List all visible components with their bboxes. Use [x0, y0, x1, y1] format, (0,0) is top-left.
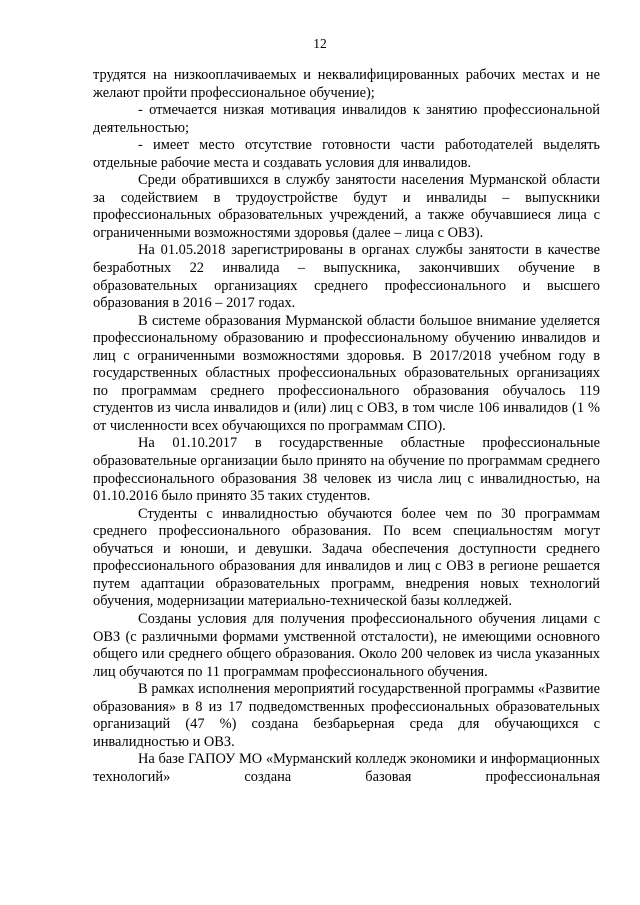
document-body: [93, 67, 600, 786]
paragraph-education-system: В системе образования Мурманской области большое внимание уделяется профессиональному образованию и профессиональному обучению инвалидов и лиц с ограниченными возможностями здоровья. В 2017/2018 учебном году в государственных областных профессиональных образовательных организациях по программам среднего профессионального образования обучалось 119 студентов из числа инвалидов и (или) лиц с ОВЗ, в том числе 106 инвалидов (1 % от численности всех обучающихся по программам СПО).: [93, 312, 600, 434]
paragraph-programs: Студенты с инвалидностью обучаются более чем по 30 программам среднего профессионального образования. По всем специальностям могут обучаться и юноши, и девушки. Задача обеспечения доступности среднего профессионального образования для инвалидов и лиц с ОВЗ в регионе решается путем адаптации образовательных программ, внедрения новых технологий обучения, модернизации материально-технической базы колледжей.: [93, 505, 600, 610]
paragraph-admissions: На 01.10.2017 в государственные областные профессиональные образовательные организации было принято на обучение по программам среднего профессионального образования 38 человек из числа лиц с инвалидностью, на 01.10.2016 было принято 35 таких студентов.: [93, 435, 600, 505]
paragraph-registered-unemployed: На 01.05.2018 зарегистрированы в органах службы занятости в качестве безработных 22 инвалида – выпускника, закончивших обучение в образовательных организациях среднего профессионального и высшего образования в 2016 – 2017 годах.: [93, 242, 600, 312]
paragraph-college-base: На базе ГАПОУ МО «Мурманский колледж экономики и информационных технологий» создана базовая профессиональная: [93, 751, 600, 785]
paragraph-bullet-motivation: - отмечается низкая мотивация инвалидов к занятию профессиональной деятельностью;: [93, 102, 600, 136]
paragraph-employment-service: Среди обратившихся в службу занятости населения Мурманской области за содействием в трудоустройстве будут и инвалиды – выпускники профессиональных образовательных учреждений, а также обучавшиеся лица с ограниченными возможностями здоровья (далее – лица с ОВЗ).: [93, 172, 600, 241]
paragraph-continuation: трудятся на низкооплачиваемых и неквалифицированных рабочих местах и не желают пройти профессиональное обучение);: [93, 67, 600, 101]
paragraph-bullet-employers: - имеет место отсутствие готовности части работодателей выделять отдельные рабочие места и создавать условия для инвалидов.: [93, 137, 600, 171]
paragraph-vocational-training: Созданы условия для получения профессионального обучения лицами с ОВЗ (с различными формами умственной отсталости), не имеющими основного общего или среднего общего образования. Около 200 человек из числа указанных лиц обучаются по 11 программам профессионального обучения.: [93, 610, 600, 680]
page-number: 12: [313, 36, 327, 51]
paragraph-barrier-free: В рамках исполнения мероприятий государственной программы «Развитие образования» в 8 из 17 подведомственных профессиональных образовательных организаций (47 %) создана безбарьерная среда для обучающихся с инвалидностью и ОВЗ.: [93, 681, 600, 750]
